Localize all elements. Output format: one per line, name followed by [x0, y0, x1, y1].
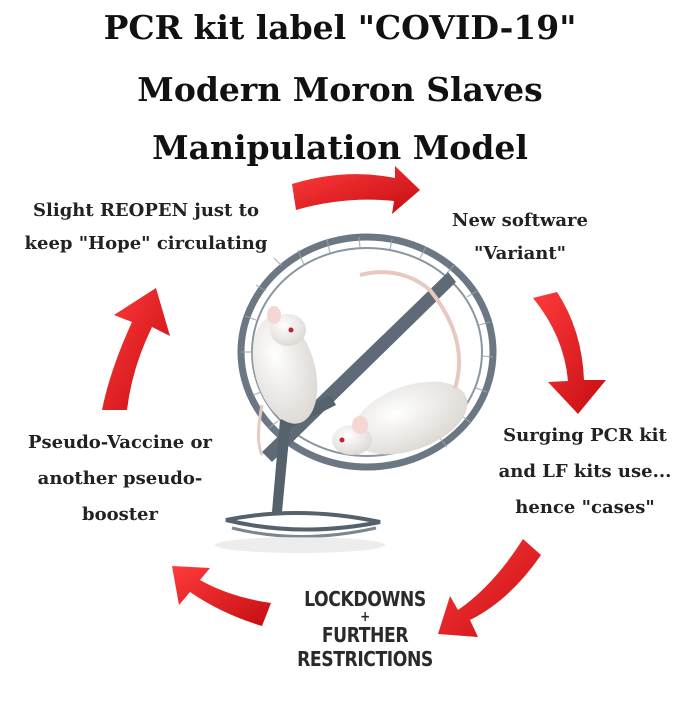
- step-reopen-line-1: Slight REOPEN just to: [33, 200, 259, 221]
- step-reopen-line-2: keep "Hope" circulating: [24, 233, 268, 254]
- step-reopen-label: [8, 194, 284, 260]
- step-surging-line-3: hence "cases": [515, 497, 655, 518]
- step-variant-line-2: "Variant": [473, 243, 567, 264]
- step-lockdowns-line-2: FURTHER: [321, 623, 409, 647]
- step-vaccine-line-3: booster: [82, 504, 158, 525]
- step-lockdowns-plus: +: [360, 609, 370, 625]
- step-variant-label: [422, 204, 618, 270]
- arrow-left: [102, 288, 170, 410]
- arrow-right: [533, 292, 606, 414]
- step-lockdowns-label: [283, 587, 446, 671]
- arrow-bottom-left: [172, 566, 271, 626]
- title-line-3: Manipulation Model: [152, 128, 528, 167]
- step-vaccine-label: [0, 425, 240, 533]
- step-surging-label: [490, 418, 680, 526]
- arrow-bottom-right: [438, 539, 541, 637]
- step-vaccine-line-1: Pseudo-Vaccine or: [28, 432, 212, 453]
- arrow-top: [292, 166, 420, 214]
- title-line-2: Modern Moron Slaves: [137, 70, 543, 109]
- step-lockdowns-line-1: LOCKDOWNS: [304, 587, 426, 611]
- step-surging-line-1: Surging PCR kit: [503, 425, 667, 446]
- step-surging-line-2: and LF kits use...: [498, 461, 672, 482]
- step-variant-line-1: New software: [452, 210, 588, 231]
- step-vaccine-line-2: another pseudo-: [37, 468, 203, 489]
- title-line-1: PCR kit label "COVID-19": [103, 8, 577, 47]
- step-lockdowns-line-3: RESTRICTIONS: [297, 647, 433, 671]
